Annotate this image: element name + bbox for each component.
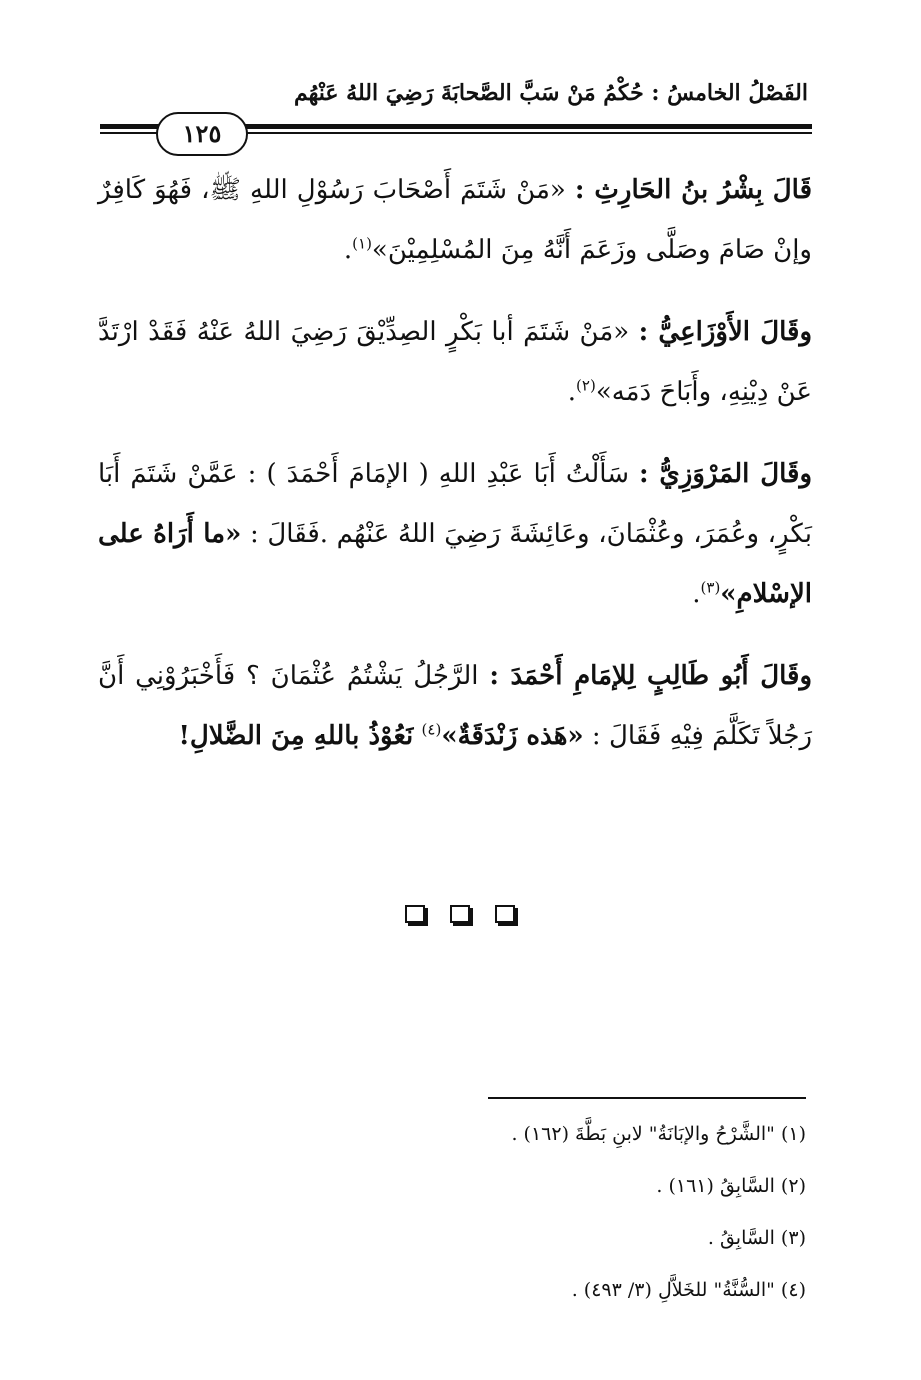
footnote-3: (٣) السَّابِقُ .	[707, 1227, 806, 1249]
paragraph-tail: نَعُوْذُ باللهِ مِنَ الضَّلالِ!	[178, 721, 414, 751]
paragraph-awzai	[98, 302, 812, 422]
running-header-title: الفَصْلُ الخامسُ : حُكْمُ مَنْ سَبَّ الصَّحابَةَ رَضِيَ اللهُ عَنْهُم	[293, 80, 808, 106]
footnotes	[300, 1108, 806, 1316]
paragraph-abu-talib	[98, 646, 812, 766]
paragraph-quote: «مَنْ شَتَمَ أَصْحَابَ رَسُوْلِ اللهِ ﷺ، فَهُوَ كَافِرٌ وإنْ صَامَ وصَلَّى وزَعَمَ أَنَّهُ مِنَ المُسْلِمِيْنَ»	[98, 175, 812, 265]
paragraph-quote: «هَذه زَنْدَقَةٌ»	[441, 721, 584, 751]
paragraph-speaker: قَالَ بِشْرُ بنُ الحَارِثِ :	[574, 175, 812, 205]
footnote-4: (٤) "السُّنَّةُ" للخَلاَّلِ (٣/ ٤٩٣) .	[571, 1279, 806, 1301]
footnote-separator	[488, 1097, 806, 1099]
ornament-square-icon	[450, 905, 470, 923]
page-number: ١٢٥	[156, 112, 248, 156]
paragraph-bishr	[98, 160, 812, 280]
main-text	[98, 160, 812, 788]
footnote-1: (١) "الشَّرْحُ والإبَانَةُ" لابنِ بَطَّةَ (١٦٢) .	[511, 1123, 806, 1145]
paragraph-quote: «مَنْ شَتَمَ أبا بَكْرٍ الصِدِّيْقَ رَضِيَ اللهُ عَنْهُ فَقَدْ ارْتَدَّ عَنْ دِيْنِهِ، وأَبَاحَ دَمَه»	[98, 317, 812, 407]
paragraph-speaker: وقَالَ المَرْوَزِيُّ :	[639, 459, 813, 489]
paragraph-quote: «ما أَرَاهُ على الإسْلامِ»	[98, 519, 812, 609]
footnote-reference: (١)	[352, 234, 372, 253]
paragraph-speaker: وقَالَ الأَوْزَاعِيُّ :	[638, 317, 813, 347]
footnote-reference: (٣)	[700, 578, 721, 597]
footnote-2: (٢) السَّابِقُ (١٦١) .	[656, 1175, 806, 1197]
paragraph-marwazi	[98, 444, 812, 624]
ornament-square-icon	[495, 905, 515, 923]
paragraph-speaker: وقَالَ أَبُو طَالِبٍ لِلإمَامِ أَحْمَدَ :	[489, 661, 813, 691]
footnote-reference: (٢)	[576, 376, 596, 395]
paragraph-end-mark: .	[567, 377, 577, 407]
ornament-square-icon	[405, 905, 425, 923]
paragraph-text: سَأَلْتُ أَبَا عَبْدِ اللهِ ( الإمَامَ أَحْمَدَ ) : عَمَّنْ شَتَمَ أَبَا بَكْرٍ، وعُمَرَ، وعُثْمَانَ، وعَائِشَةَ رَضِيَ اللهُ عَنْهُم .فَقَالَ :	[98, 459, 812, 549]
section-end-ornament	[405, 902, 515, 926]
paragraph-text: الرَّجُلُ يَشْتُمُ عُثْمَانَ ؟ فَأَخْبَرُوْنِي أَنَّ رَجُلاً تَكَلَّمَ فِيْهِ فَقَالَ :	[98, 661, 812, 751]
footnote-reference: (٤)	[421, 720, 442, 739]
paragraph-end-mark: .	[692, 579, 701, 609]
paragraph-end-mark: .	[343, 235, 353, 265]
